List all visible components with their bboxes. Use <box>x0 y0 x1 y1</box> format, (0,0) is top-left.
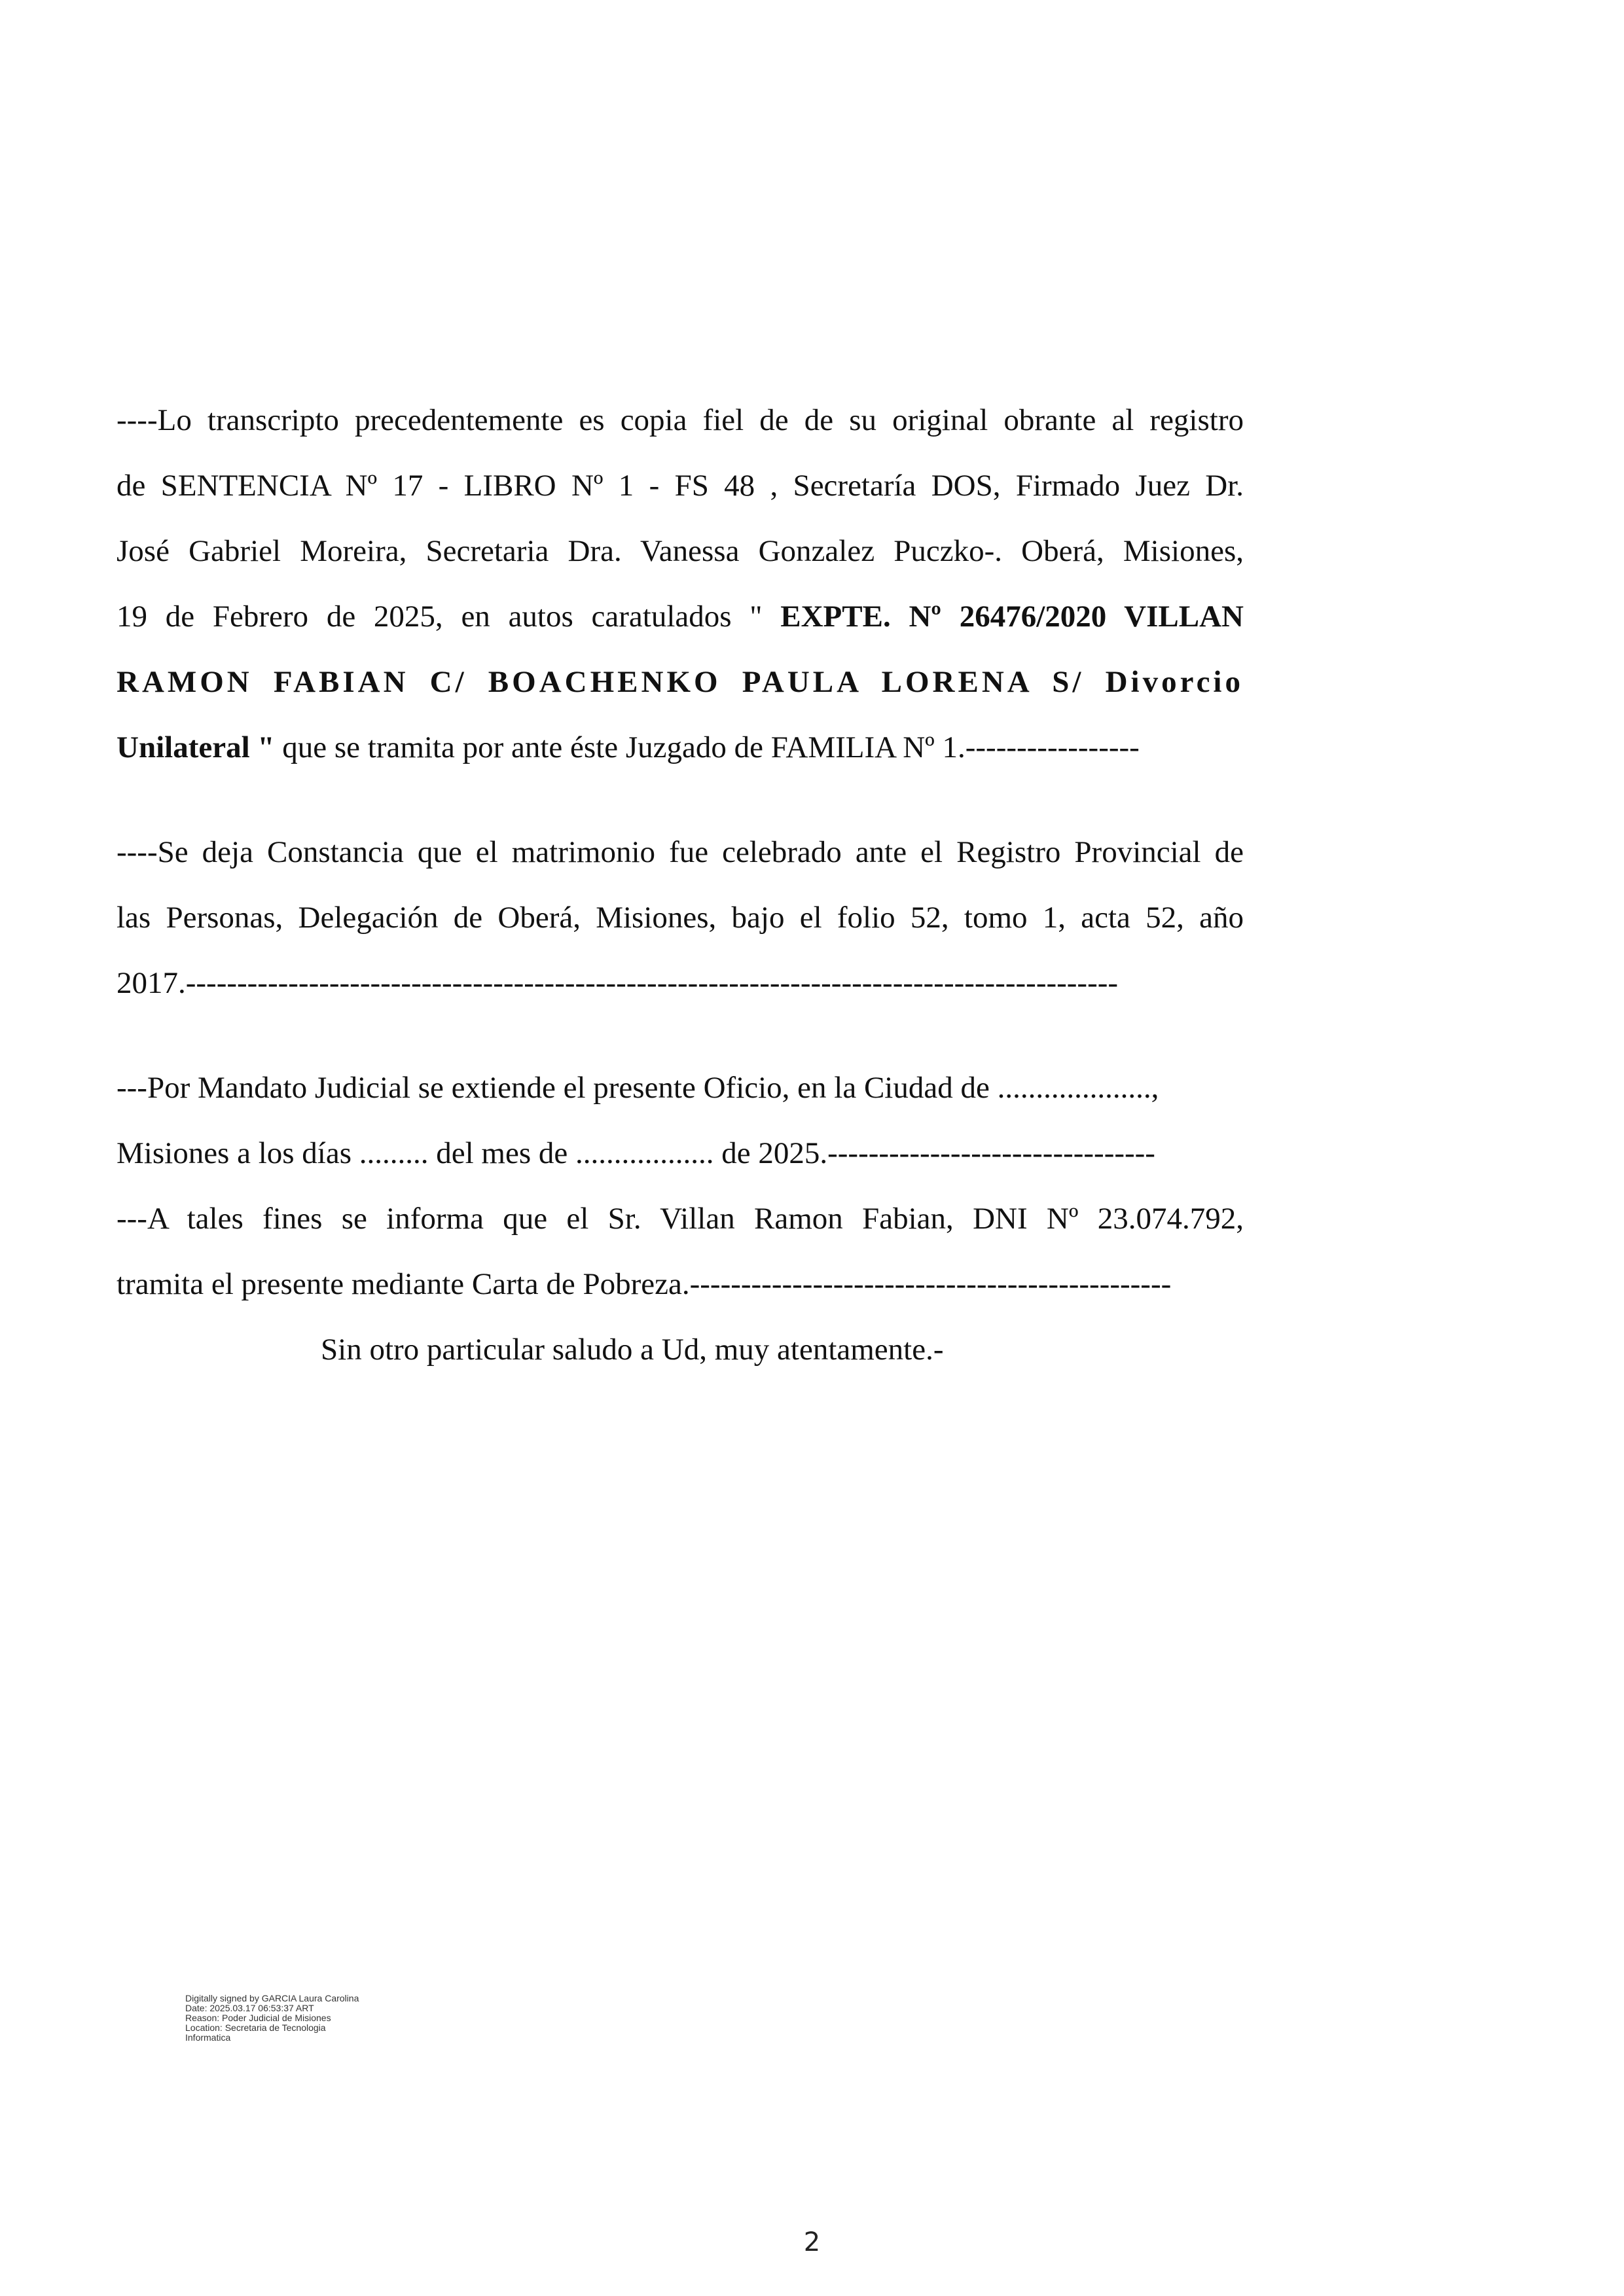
paragraph-line: José Gabriel Moreira, Secretaria Dra. Vanessa Gonzalez Puczko-. Oberá, Misiones, <box>117 534 1244 568</box>
paragraph-line: de SENTENCIA Nº 17 - LIBRO Nº 1 - FS 48 , Secretaría DOS, Firmado Juez Dr. <box>117 469 1244 503</box>
signature-location: Location: Secretaria de Tecnologia <box>185 2022 326 2033</box>
signature-location-cont: Informatica <box>185 2032 231 2043</box>
paragraph-marriage-record <box>117 819 1244 1016</box>
paragraph-line: ---A tales fines se informa que el Sr. Villan Ramon Fabian, DNI Nº 23.074.792, <box>117 1202 1244 1236</box>
signature-date: Date: 2025.03.17 06:53:37 ART <box>185 2003 314 2013</box>
paragraph-transcript-certification <box>117 387 1244 780</box>
paragraph-line-case-end <box>117 715 1244 780</box>
paragraph-line: ----Lo transcripto precedentemente es copia fiel de de su original obrante al registro <box>117 403 1244 437</box>
paragraph-line: ---Por Mandato Judicial se extiende el presente Oficio, en la Ciudad de ...................., <box>117 1071 1159 1105</box>
court-text: que se tramita por ante éste Juzgado de FAMILIA Nº 1.----------------- <box>274 730 1140 764</box>
paragraph-line: Misiones a los días ......... del mes de .................. de 2025.-------------------------------- <box>117 1136 1155 1170</box>
paragraph-line: ----Se deja Constancia que el matrimonio fue celebrado ante el Registro Provincial de <box>117 835 1244 869</box>
signature-signer: Digitally signed by GARCIA Laura Carolina <box>185 1993 359 2003</box>
signature-reason: Reason: Poder Judicial de Misiones <box>185 2013 331 2023</box>
paragraph-poverty-letter <box>117 1186 1244 1317</box>
paragraph-judicial-mandate <box>117 1055 1244 1186</box>
case-number: EXPTE. Nº 26476/2020 VILLAN <box>780 600 1244 634</box>
paragraph-line: las Personas, Delegación de Oberá, Misiones, bajo el folio 52, tomo 1, acta 52, año <box>117 901 1244 935</box>
closing-salutation: Sin otro particular saludo a Ud, muy atentamente.- <box>321 1333 944 1367</box>
case-title: RAMON FABIAN C/ BOACHENKO PAULA LORENA S/ Divorcio <box>117 665 1244 699</box>
paragraph-line-case-start <box>117 584 1244 649</box>
case-title-end: Unilateral " <box>117 730 275 764</box>
paragraph-line: 2017.------------------------------------------------------------------------------------------- <box>117 966 1119 1000</box>
paragraph-line: tramita el presente mediante Carta de Pobreza.----------------------------------------------- <box>117 1267 1172 1301</box>
case-intro-text: 19 de Febrero de 2025, en autos caratulados " <box>117 600 781 634</box>
digital-signature-block <box>185 1994 359 2043</box>
page-number: 2 <box>803 2227 821 2257</box>
